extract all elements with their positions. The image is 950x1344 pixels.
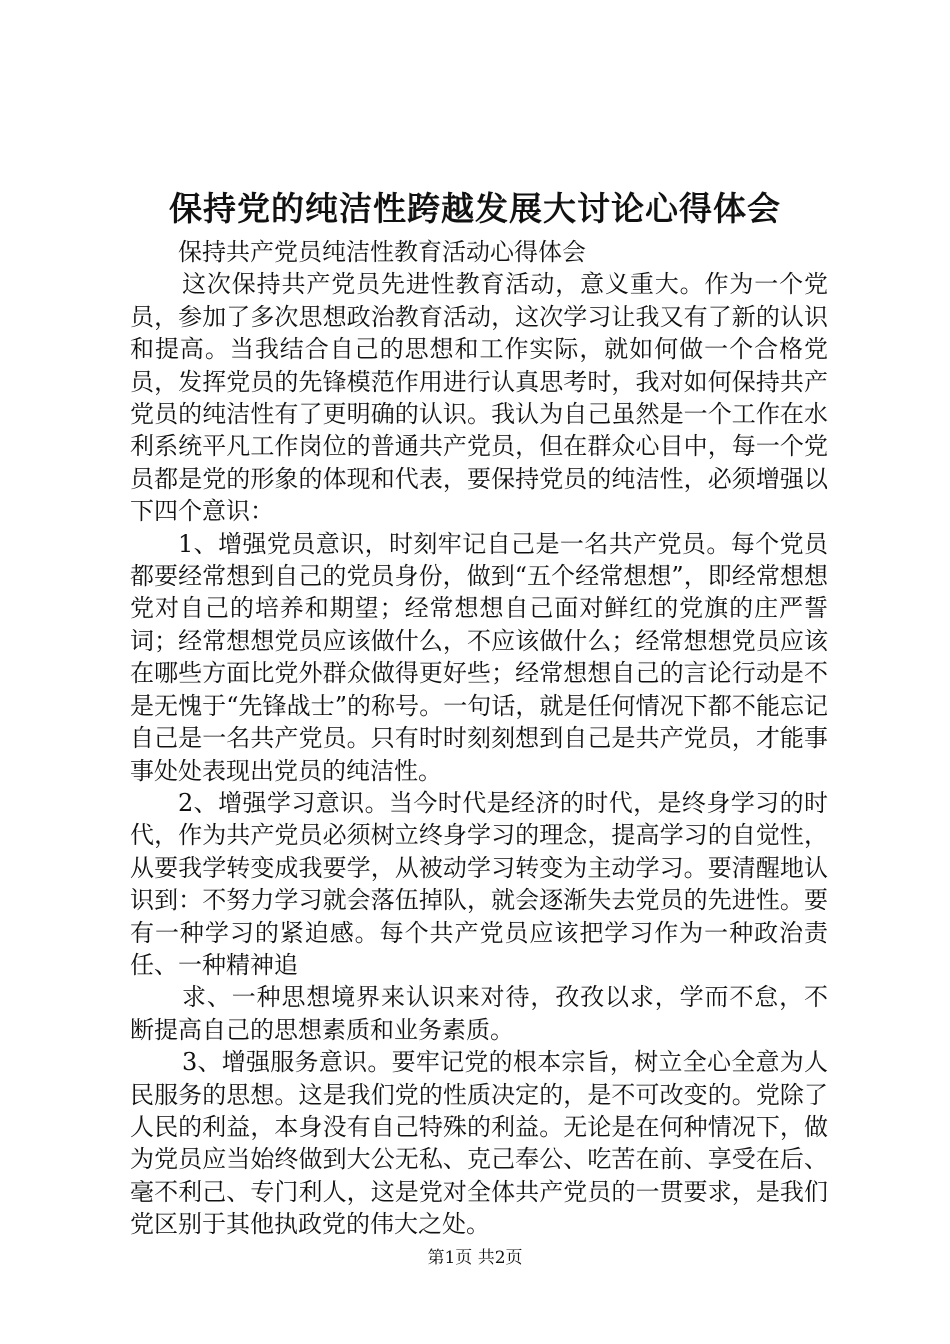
paragraph-point-1: 1、增强党员意识，时刻牢记自己是一名共产党员。每个党员都要经常想到自己的党员身份，做到“五个经常想想”，即经常想想党对自己的培养和期望；经常想想自己面对鲜红的党旗的庄严誓词；经常想想党员应该做什么，不应该做什么；经常想想党员应该在哪些方面比党外群众做得更好些；经常想想自己的言论行动是不是无愧于“先锋战士”的称号。一句话，就是任何情况下都不能忘记自己是一名共产党员。只有时时刻刻想到自己是共产党员，才能事事处处表现出党员的纯洁性。	[130, 529, 828, 785]
document-subtitle: 保持共产党员纯洁性教育活动心得体会	[178, 238, 586, 266]
page-footer: 第1页 共2页	[427, 1248, 523, 1268]
paragraph-point-3: 3、增强服务意识。要牢记党的根本宗旨，树立全心全意为人民服务的思想。这是我们党的性质决定的，是不可改变的。党除了人民的利益，本身没有自己特殊的利益。无论是在何种情况下，做为党员应当始终做到大公无私、克己奉公、吃苦在前、享受在后、毫不利己、专门利人，这是党对全体共产党员的一贯要求，是我们党区别于其他执政党的伟大之处。	[130, 1048, 828, 1239]
document-body	[130, 236, 828, 1241]
paragraph-point-2: 2、增强学习意识。当今时代是经济的时代，是终身学习的时代，作为共产党员必须树立终身学习的理念，提高学习的自觉性，从要我学转变成我要学，从被动学习转变为主动学习。要清醒地认识到：不努力学习就会落伍掉队，就会逐渐失去党员的先进性。要有一种学习的紧迫感。每个共产党员应该把学习作为一种政治责任、一种精神追	[130, 788, 828, 979]
paragraph-point-2-continued: 求、一种思想境界来认识来对待，孜孜以求，学而不怠，不断提高自己的思想素质和业务素质。	[130, 983, 828, 1044]
document-title: 保持党的纯洁性跨越发展大讨论心得体会	[169, 189, 781, 228]
paragraph-intro: 这次保持共产党员先进性教育活动，意义重大。作为一个党员，参加了多次思想政治教育活动，这次学习让我又有了新的认识和提高。当我结合自己的思想和工作实际，就如何做一个合格党员，发挥党员的先锋模范作用进行认真思考时，我对如何保持共产党员的纯洁性有了更明确的认识。我认为自己虽然是一个工作在水利系统平凡工作岗位的普通共产党员，但在群众心目中，每一个党员都是党的形象的体现和代表，要保持党员的纯洁性，必须增强以下四个意识：	[130, 270, 828, 526]
